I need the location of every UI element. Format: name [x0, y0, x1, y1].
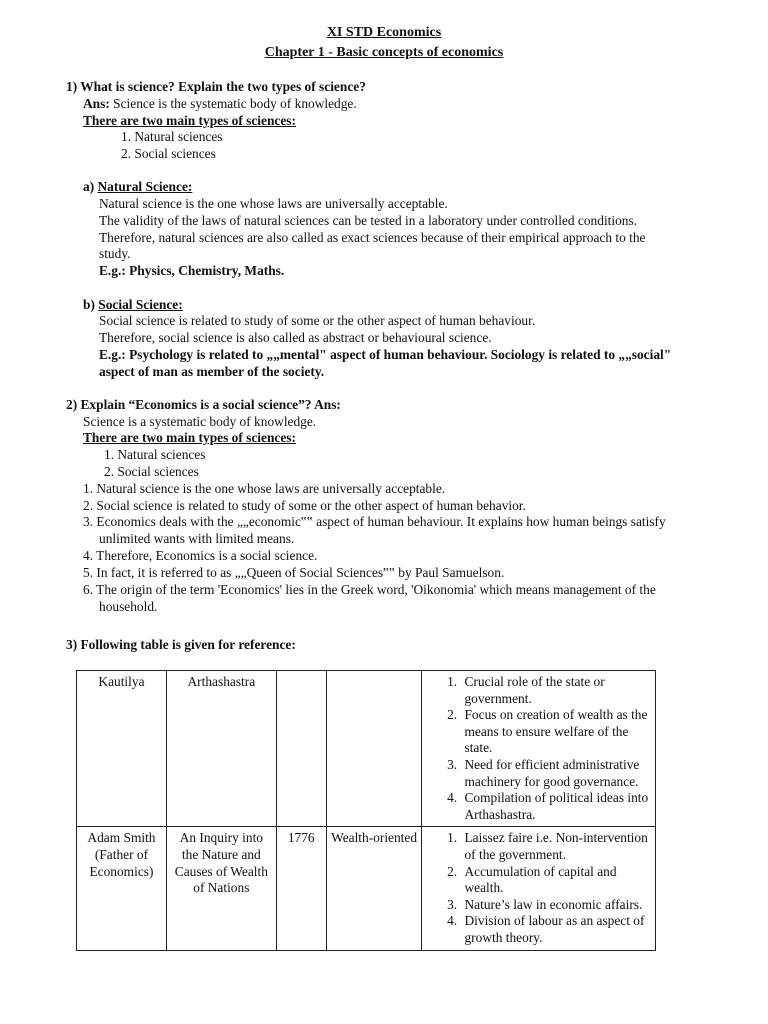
q2-point: 5. In fact, it is referred to as „„Queen of Social Sciences‟‟ by Paul Samuelson. [83, 565, 505, 580]
q1-b-title: Social Science: [98, 297, 183, 312]
table-row [77, 827, 656, 950]
table-row [77, 671, 656, 827]
q1-a-line: Natural science is the one whose laws are universally acceptable. [99, 196, 448, 211]
table-cell-name: Adam Smith (Father of Economics) [77, 827, 167, 950]
q2-point: household. [99, 599, 158, 614]
list-item: 3. Need for efficient administrative machinery for good governance. [460, 757, 651, 790]
q2-point: 6. The origin of the term 'Economics' lies in the Greek word, 'Oikonomia' which means management of the [83, 582, 656, 597]
q2-point: unlimited wants with limited means. [99, 531, 295, 546]
table-cell-year [276, 671, 326, 827]
q1-a-example: E.g.: Physics, Chemistry, Maths. [99, 263, 285, 278]
table-cell-points [422, 827, 656, 950]
document-title: XI STD Economics [326, 25, 442, 40]
list-item: 2. Focus on creation of wealth as the means to ensure welfare of the state. [460, 707, 651, 757]
q1-type-item: 1. Natural sciences [121, 129, 223, 144]
q2-point: 3. Economics deals with the „„economic‟‟ aspect of human behaviour. It explains how human beings satisfy [83, 514, 666, 529]
table-cell-work: An Inquiry into the Nature and Causes of Wealth of Nations [166, 827, 276, 950]
chapter-title: Chapter 1 - Basic concepts of economics [264, 45, 504, 60]
list-item: 4. Compilation of political ideas into Arthashastra. [460, 790, 651, 823]
q2-type-item: 1. Natural sciences [104, 447, 206, 462]
q1-b-label: b) [83, 297, 99, 312]
table-cell-orientation: Wealth-oriented [326, 827, 422, 950]
list-item: 4. Division of labour as an aspect of growth theory. [460, 913, 651, 946]
q1-ans-text: Science is the systematic body of knowledge. [109, 96, 357, 111]
q2-point: 1. Natural science is the one whose laws are universally acceptable. [83, 481, 446, 496]
q2-question: 2) Explain “Economics is a social science”? Ans: [66, 397, 341, 412]
q1-a-title: Natural Science: [97, 179, 193, 194]
table-cell-name: Kautilya [77, 671, 167, 827]
list-item: 1. Crucial role of the state or government. [460, 674, 651, 707]
q2-point: 2. Social science is related to study of some or the other aspect of human behavior. [83, 498, 526, 513]
q1-b-line: Therefore, social science is also called as abstract or behavioural science. [99, 330, 492, 345]
list-item: 1. Laissez faire i.e. Non-intervention of the government. [460, 830, 651, 863]
q2-types-heading: There are two main types of sciences: [83, 430, 296, 445]
list-item: 2. Accumulation of capital and wealth. [460, 864, 651, 897]
q1-a-label: a) [83, 179, 98, 194]
table-cell-year: 1776 [276, 827, 326, 950]
points-list [426, 674, 651, 823]
q1-type-item: 2. Social sciences [121, 146, 216, 161]
q1-b-example: aspect of man as member of the society. [99, 364, 325, 379]
list-item: 3. Nature’s law in economic affairs. [460, 897, 651, 914]
q1-a-line: Therefore, natural sciences are also called as exact sciences because of their empirical approach to the [99, 230, 646, 245]
q2-line: Science is a systematic body of knowledge. [83, 414, 317, 429]
table-cell-orientation [326, 671, 422, 827]
q1-a-heading [83, 179, 192, 195]
q1-answer [83, 96, 357, 112]
q1-a-line: The validity of the laws of natural sciences can be tested in a laboratory under controlled conditions. [99, 213, 638, 228]
q1-b-example: E.g.: Psychology is related to „„mental" aspect of human behaviour. Sociology is related to „„social" [99, 347, 672, 362]
q3-heading: 3) Following table is given for reference: [66, 637, 296, 652]
reference-table [76, 670, 656, 951]
points-list [426, 830, 651, 946]
q1-question: 1) What is science? Explain the two types of science? [66, 79, 366, 94]
q2-point: 4. Therefore, Economics is a social science. [83, 548, 318, 563]
q1-ans-label: Ans: [83, 96, 110, 111]
table-cell-points [422, 671, 656, 827]
q2-type-item: 2. Social sciences [104, 464, 199, 479]
q1-types-heading: There are two main types of sciences: [83, 113, 296, 128]
q1-b-heading [83, 297, 183, 313]
q1-b-line: Social science is related to study of some or the other aspect of human behaviour. [99, 313, 536, 328]
table-cell-work: Arthashastra [166, 671, 276, 827]
q1-a-line: study. [99, 246, 131, 261]
